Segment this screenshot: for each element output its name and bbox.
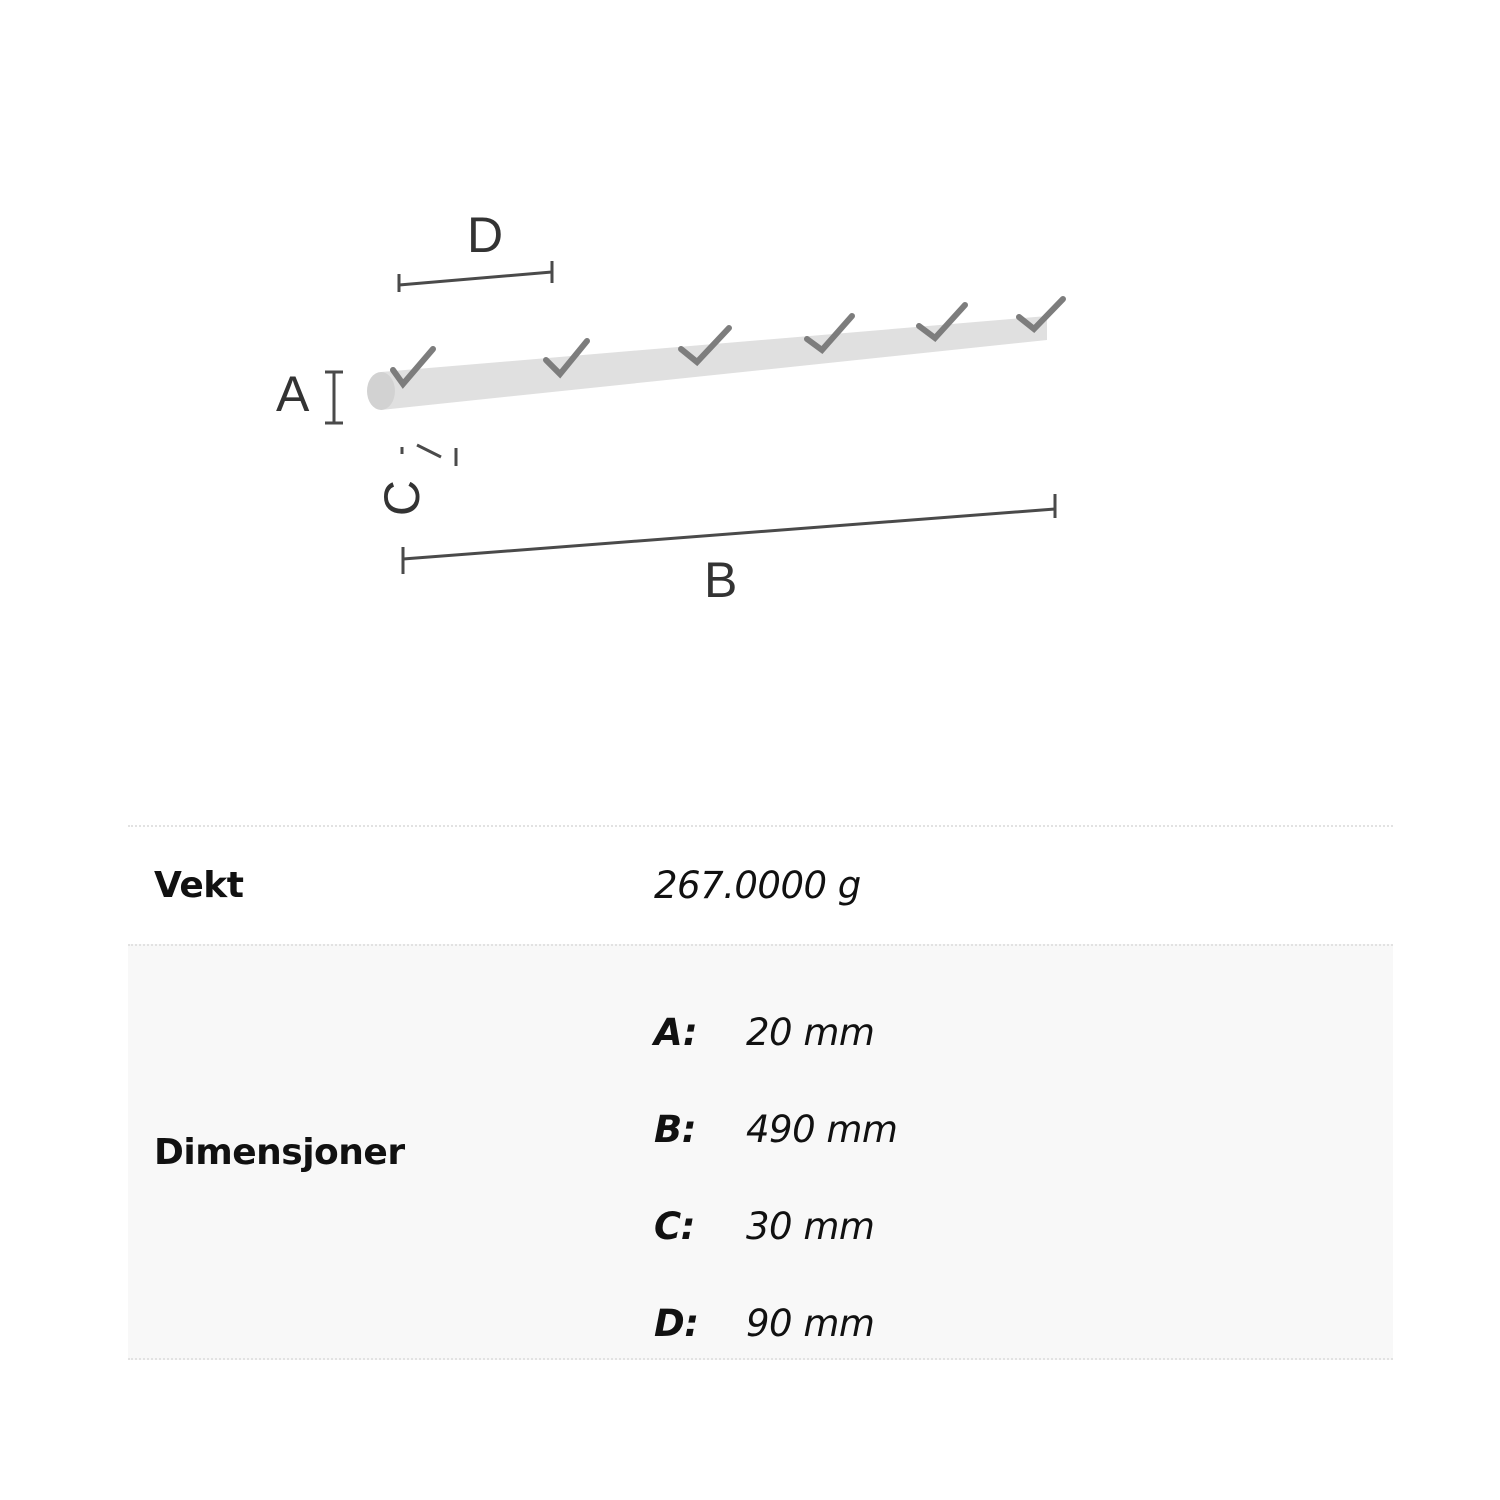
dimension-value: 20 mm bbox=[746, 1011, 875, 1054]
dimension-d-marker bbox=[399, 261, 552, 292]
dimension-value: 90 mm bbox=[746, 1302, 875, 1345]
rail-bar bbox=[381, 316, 1047, 410]
dimension-item-b bbox=[654, 1081, 1393, 1178]
dimension-key: B: bbox=[654, 1108, 696, 1151]
hook-6 bbox=[1019, 299, 1063, 329]
dimension-list bbox=[654, 984, 1393, 1372]
dimension-item-a bbox=[654, 984, 1393, 1081]
dimension-list-cell bbox=[654, 946, 1393, 1358]
dimension-label-b: B bbox=[704, 552, 738, 608]
dimension-a-marker bbox=[325, 372, 343, 423]
dimension-label-a: A bbox=[276, 366, 310, 422]
rail-end-cap bbox=[367, 372, 395, 410]
specifications-table bbox=[128, 825, 1393, 1360]
spec-value-weight: 267.0000 g bbox=[654, 864, 861, 907]
dimension-item-c bbox=[654, 1178, 1393, 1275]
dimension-item-d bbox=[654, 1275, 1393, 1372]
dimension-value: 30 mm bbox=[746, 1205, 875, 1248]
product-dimension-drawing bbox=[0, 0, 1500, 720]
spec-row-weight bbox=[128, 825, 1393, 944]
dimension-key: A: bbox=[654, 1011, 698, 1054]
dimension-key: C: bbox=[654, 1205, 695, 1248]
dimension-value: 490 mm bbox=[746, 1108, 898, 1151]
dimension-key: D: bbox=[654, 1302, 699, 1345]
dimension-label-c: C bbox=[374, 479, 430, 517]
spec-label-weight: Vekt bbox=[154, 865, 244, 906]
spec-row-dimensions bbox=[128, 944, 1393, 1360]
dimension-c-marker bbox=[402, 445, 456, 466]
dimension-label-d: D bbox=[467, 207, 504, 263]
spec-label-dimensions: Dimensjoner bbox=[154, 1131, 405, 1173]
